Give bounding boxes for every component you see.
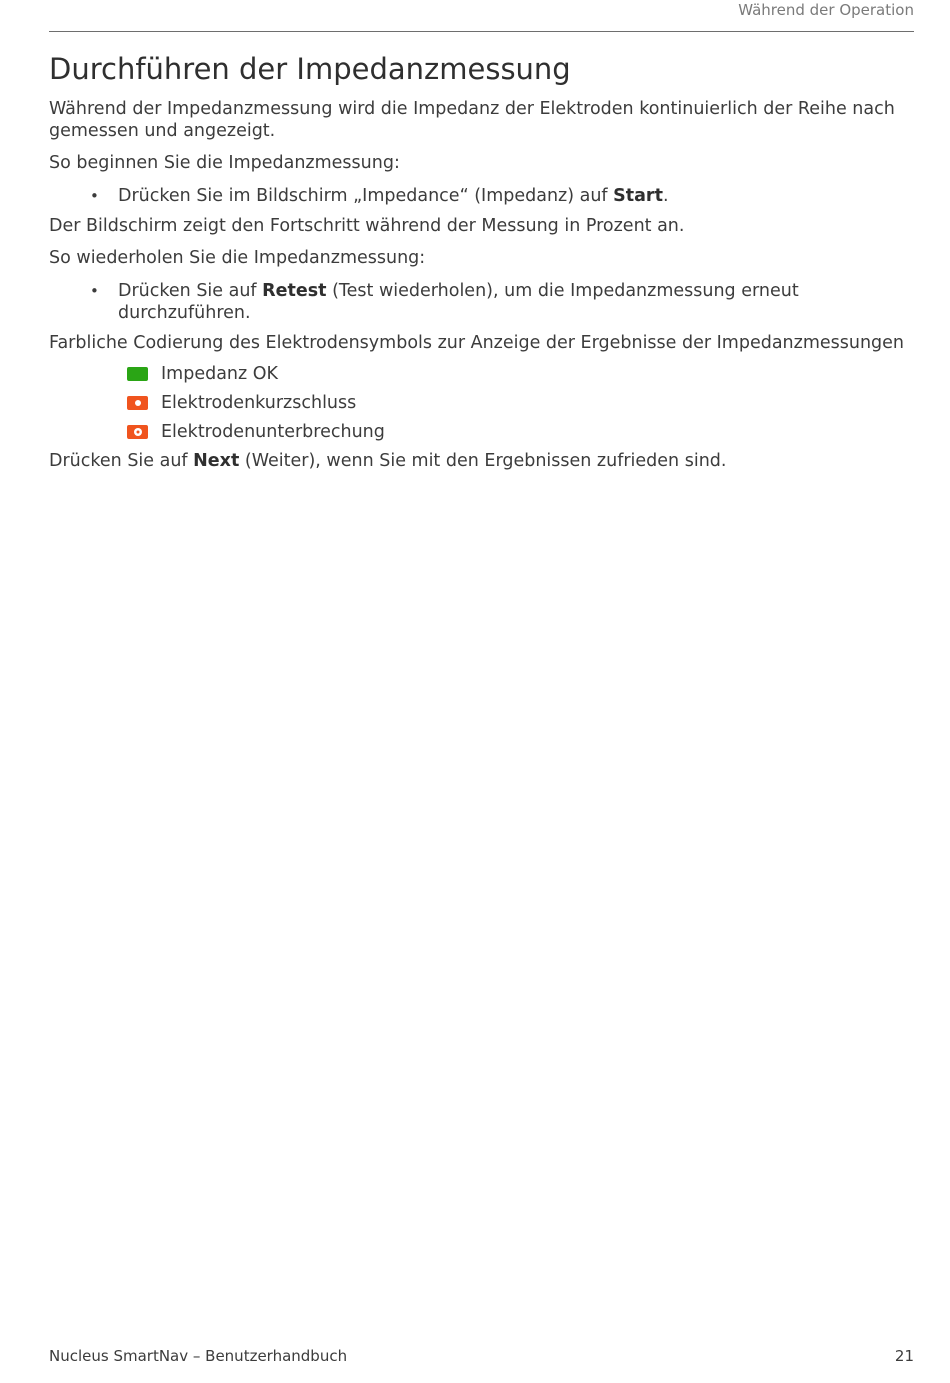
- green-rectangle-icon: [127, 367, 148, 381]
- next-paragraph: [49, 450, 914, 472]
- intro-paragraph: Während der Impedanzmessung wird die Impedanz der Elektroden kontinuierlich der Reihe nach gemessen und angezeigt.: [49, 99, 895, 141]
- next-text: Drücken Sie auf: [49, 451, 194, 471]
- next-text-end: (Weiter), wenn Sie mit den Ergebnissen zufrieden sind.: [239, 451, 727, 471]
- page-content: [49, 50, 914, 472]
- section-title: Während der Operation: [738, 1, 914, 19]
- orange-open-circuit-icon: [127, 425, 148, 439]
- impedance-legend: [49, 363, 914, 450]
- bullet-icon: •: [90, 282, 99, 300]
- retest-steps-list: [49, 280, 914, 324]
- bullet-icon: •: [90, 187, 99, 205]
- orange-short-circuit-icon: [127, 396, 148, 410]
- start-intro: So beginnen Sie die Impedanzmessung:: [49, 153, 400, 173]
- legend-label-open: Elektrodenunterbrechung: [161, 422, 385, 442]
- start-button-label: Start: [613, 186, 663, 206]
- legend-label-short: Elektrodenkurzschluss: [161, 393, 357, 413]
- legend-label-ok: Impedanz OK: [161, 364, 279, 384]
- footer-page-number: 21: [894, 1347, 914, 1365]
- page-header: [49, 0, 914, 32]
- retest-step-item: [49, 280, 914, 324]
- page-heading: Durchführen der Impedanzmessung: [49, 52, 571, 86]
- next-button-label: Next: [193, 451, 240, 471]
- start-step-item: [49, 185, 914, 207]
- legend-item-open: [49, 421, 914, 450]
- retest-intro: So wiederholen Sie die Impedanzmessung:: [49, 248, 426, 268]
- legend-item-short: [49, 392, 914, 421]
- legend-item-ok: [49, 363, 914, 392]
- footer-document-title: Nucleus SmartNav – Benutzerhandbuch: [49, 1347, 348, 1365]
- start-step-end: .: [662, 186, 669, 206]
- progress-paragraph: Der Bildschirm zeigt den Fortschritt während der Messung in Prozent an.: [49, 216, 685, 236]
- start-step-text: Drücken Sie im Bildschirm „Impedance“ (Impedanz) auf: [118, 186, 614, 206]
- color-coding-intro: Farbliche Codierung des Elektrodensymbols zur Anzeige der Ergebnisse der Impedanzmessungen: [49, 333, 905, 353]
- start-steps-list: [49, 185, 914, 207]
- retest-step-end: (Test wiederholen), um die Impedanzmessung erneut durchzuführen.: [118, 281, 799, 323]
- retest-button-label: Retest: [262, 281, 327, 301]
- retest-step-text: Drücken Sie auf: [118, 281, 263, 301]
